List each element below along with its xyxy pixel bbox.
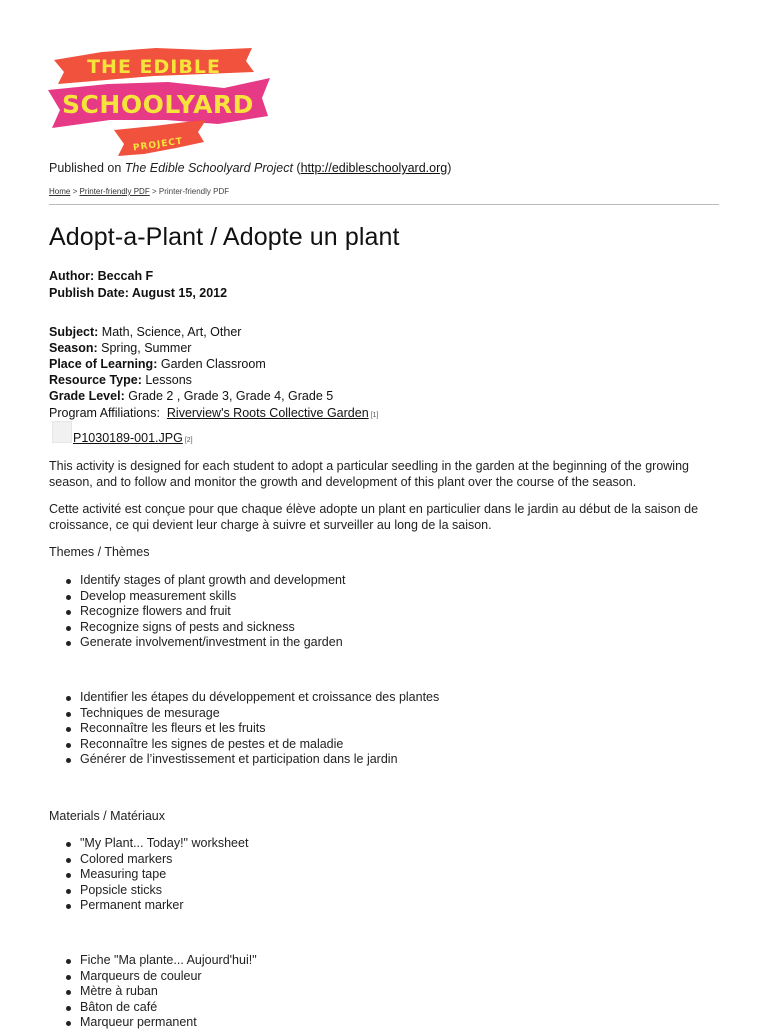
place-label: Place of Learning:: [49, 357, 158, 371]
breadcrumb: [49, 187, 229, 196]
list-item: "My Plant... Today!" worksheet: [49, 836, 248, 852]
list-item: Permanent marker: [49, 898, 248, 914]
published-line: Published on The Edible Schoolyard Project (http://edibleschoolyard.org): [49, 161, 452, 175]
subject-label: Subject:: [49, 325, 99, 339]
subject-line: [49, 325, 241, 339]
list-item: Recognize flowers and fruit: [49, 604, 345, 620]
list-item: Measuring tape: [49, 867, 248, 883]
breadcrumb-separator: >: [72, 187, 78, 196]
breadcrumb-home-link[interactable]: Home: [49, 187, 71, 196]
footnote-ref: [2]: [184, 437, 193, 444]
list-item: Reconnaître les fleurs et les fruits: [49, 721, 439, 737]
program-affiliations-label: Program Affiliations:: [49, 406, 160, 420]
site-url-link[interactable]: http://edibleschoolyard.org: [300, 161, 448, 175]
list-item: Mètre à ruban: [49, 984, 257, 1000]
resource-type-value: Lessons: [145, 373, 192, 387]
list-item: Identifier les étapes du développement et croissance des plantes: [49, 690, 439, 706]
publish-date-label: Publish Date:: [49, 286, 129, 300]
site-name: The Edible Schoolyard Project: [124, 161, 293, 175]
season-value: Spring, Summer: [101, 341, 192, 355]
list-item: Techniques de mesurage: [49, 706, 439, 722]
grade-level-line: [49, 389, 333, 403]
resource-type-label: Resource Type:: [49, 373, 142, 387]
grade-level-value: Grade 2 , Grade 3, Grade 4, Grade 5: [128, 389, 334, 403]
publish-date-line: [49, 286, 227, 300]
published-prefix: Published on: [49, 161, 122, 175]
materials-english-list: [49, 836, 248, 914]
place-value: Garden Classroom: [160, 357, 266, 371]
list-item: Identify stages of plant growth and development: [49, 573, 345, 589]
themes-english-list: [49, 573, 345, 651]
logo-line2: SCHOOLYARD: [62, 90, 254, 119]
image-link-line: [73, 431, 193, 445]
breadcrumb-pdf-link[interactable]: Printer-friendly PDF: [79, 187, 150, 196]
footnote-ref: [1]: [370, 412, 379, 419]
themes-french-list: [49, 690, 439, 768]
themes-heading: Themes / Thèmes: [49, 545, 150, 559]
materials-french-list: [49, 953, 257, 1031]
list-item: Marqueur permanent: [49, 1015, 257, 1031]
list-item: Reconnaître les signes de pestes et de maladie: [49, 737, 439, 753]
author-value: Beccah F: [97, 269, 154, 283]
publish-date-value: August 15, 2012: [131, 286, 228, 300]
list-item: Develop measurement skills: [49, 589, 345, 605]
logo-line3: PROJECT: [132, 136, 184, 154]
list-item: Fiche "Ma plante... Aujourd'hui!": [49, 953, 257, 969]
image-file-link[interactable]: P1030189-001.JPG: [73, 431, 183, 445]
program-affiliation-link[interactable]: Riverview's Roots Collective Garden: [166, 406, 369, 420]
intro-english: This activity is designed for each student to adopt a particular seedling in the garden at the beginning of the growing season, and to follow and monitor the growth and development of this plant over the course of the season.: [49, 459, 689, 489]
edible-schoolyard-logo: [48, 44, 272, 160]
breadcrumb-current: Printer-friendly PDF: [158, 187, 230, 196]
materials-heading: Materials / Matériaux: [49, 809, 166, 823]
list-item: Bâton de café: [49, 1000, 257, 1016]
breadcrumb-separator: >: [151, 187, 157, 196]
grade-level-label: Grade Level:: [49, 389, 125, 403]
season-line: [49, 341, 191, 355]
intro-french: Cette activité est conçue pour que chaque élève adopte un plant en particulier dans le jardin au début de la saison de croissance, ce qui devient leur charge à suivre et surveiller au long de la saison.: [49, 502, 699, 532]
author-line: [49, 269, 153, 283]
header-divider: [49, 204, 719, 205]
page-title: Adopt-a-Plant / Adopte un plant: [49, 223, 400, 251]
list-item: Generate involvement/investment in the garden: [49, 635, 345, 651]
list-item: Colored markers: [49, 852, 248, 868]
list-item: Popsicle sticks: [49, 883, 248, 899]
resource-type-line: [49, 373, 192, 387]
season-label: Season:: [49, 341, 98, 355]
list-item: Générer de l’investissement et participation dans le jardin: [49, 752, 439, 768]
author-label: Author:: [49, 269, 95, 283]
list-item: Recognize signs of pests and sickness: [49, 620, 345, 636]
program-affiliations-line: [49, 406, 378, 420]
subject-value: Math, Science, Art, Other: [101, 325, 242, 339]
list-item: Marqueurs de couleur: [49, 969, 257, 985]
place-line: [49, 357, 266, 371]
logo-line1: THE EDIBLE: [87, 56, 221, 78]
broken-image-icon: [52, 421, 72, 443]
